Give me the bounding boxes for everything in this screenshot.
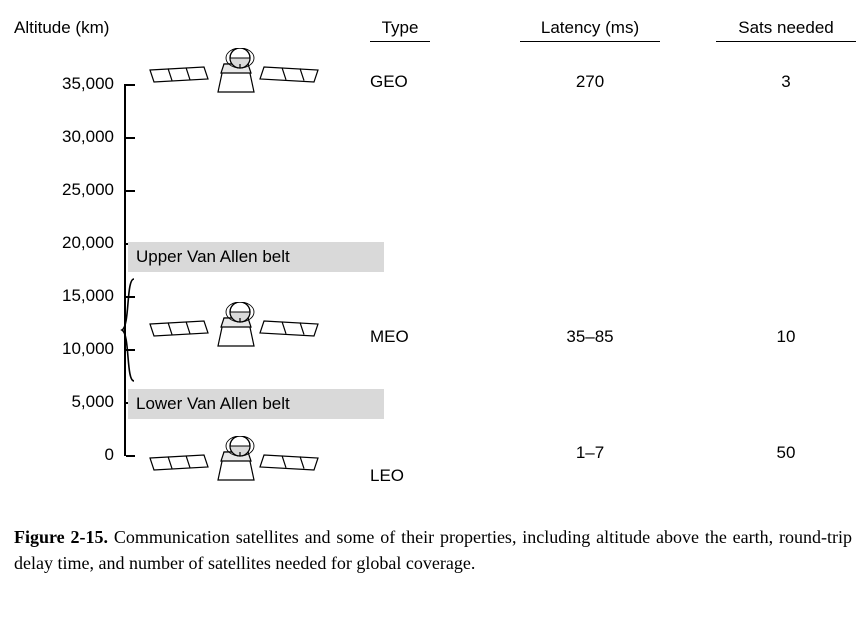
axis-tick-35000 — [126, 84, 135, 86]
meo-range-brace — [120, 278, 136, 382]
axis-tick-25000 — [126, 190, 135, 192]
axis-tick-label-0: 0 — [104, 445, 114, 464]
altitude-axis-line — [124, 84, 126, 456]
axis-tick-label-35000: 35,000 — [62, 74, 114, 93]
figure-caption-text: Communication satellites and some of their properties, including altitude above the earth, round-trip delay time, and number of satellites needed for global coverage. — [14, 527, 852, 573]
axis-tick-label-30000: 30,000 — [62, 127, 114, 146]
axis-title: Altitude (km) — [14, 18, 110, 37]
axis-tick-label-15000: 15,000 — [62, 286, 114, 305]
satellite-icon-leo — [148, 436, 324, 490]
row-geo-type: GEO — [370, 72, 408, 91]
axis-tick-label-20000: 20,000 — [62, 233, 114, 252]
axis-tick-0 — [126, 455, 135, 457]
figure-number: Figure 2-15. — [14, 527, 109, 547]
row-leo-latency: 1–7 — [575, 443, 605, 462]
row-geo-latency: 270 — [575, 72, 605, 91]
row-leo-type: LEO — [370, 466, 405, 485]
column-header-latency: Latency (ms) — [520, 18, 660, 42]
row-leo-sats-needed: 50 — [776, 443, 796, 462]
row-meo-latency: 35–85 — [566, 327, 614, 346]
axis-tick-30000 — [126, 137, 135, 139]
row-meo-type: MEO — [370, 327, 409, 346]
figure-caption — [14, 524, 852, 576]
row-geo-sats-needed: 3 — [781, 72, 791, 91]
satellite-icon-geo — [148, 48, 324, 102]
column-header-type: Type — [370, 18, 430, 42]
satellite-icon-meo — [148, 302, 324, 356]
band-upper-van-allen-belt: Upper Van Allen belt — [128, 242, 384, 272]
band-lower-van-allen-belt: Lower Van Allen belt — [128, 389, 384, 419]
axis-tick-label-25000: 25,000 — [62, 180, 114, 199]
axis-tick-label-5000: 5,000 — [71, 392, 114, 411]
row-meo-sats-needed: 10 — [776, 327, 796, 346]
axis-tick-label-10000: 10,000 — [62, 339, 114, 358]
column-header-sats-needed: Sats needed — [716, 18, 856, 42]
